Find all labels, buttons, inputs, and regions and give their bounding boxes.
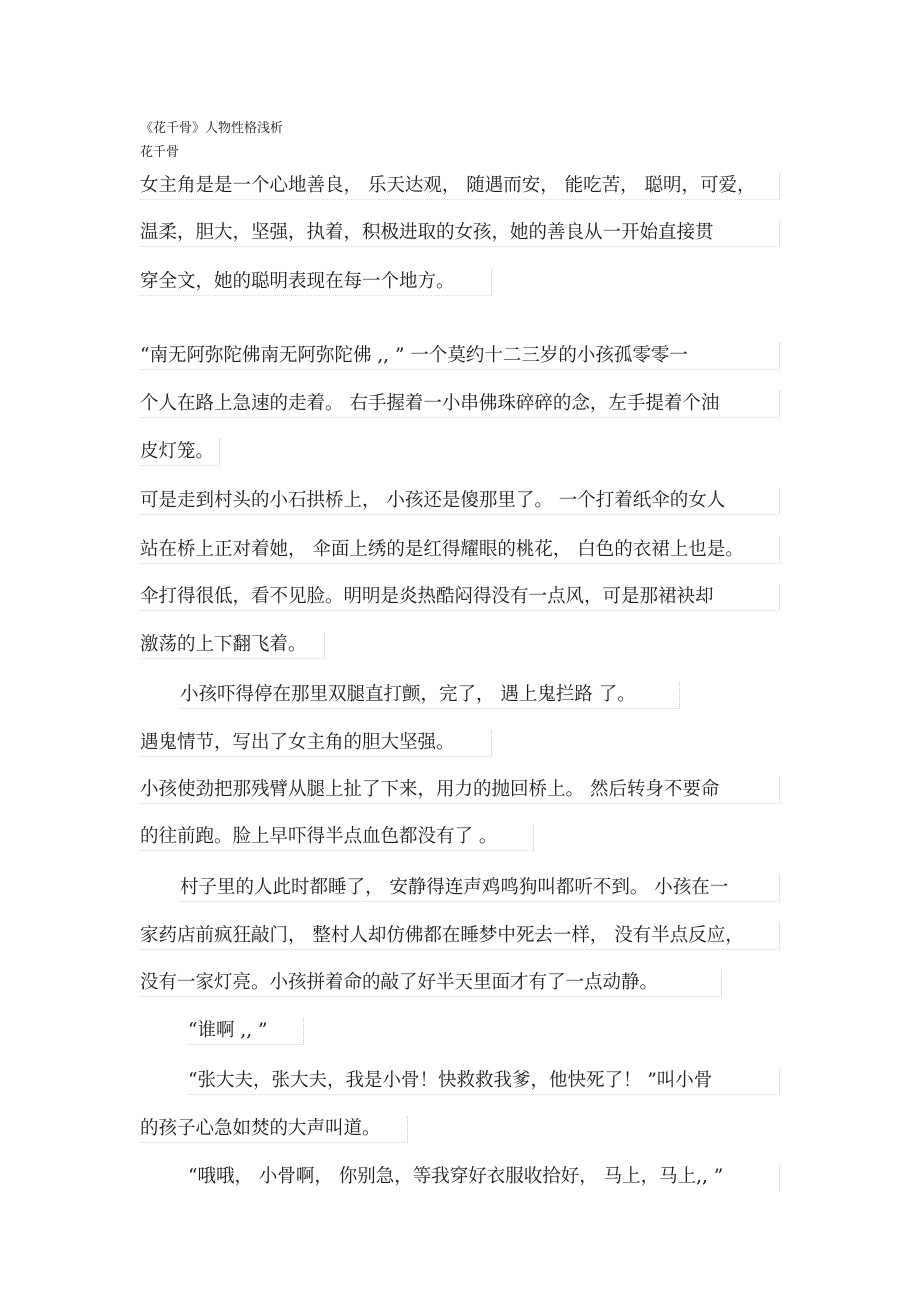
text-line: “南无阿弥陀佛南无阿弥陀佛 ,, ” 一个莫约十二三岁的小孩孤零零一: [140, 343, 780, 370]
text-line: “张大夫，张大夫，我是小骨！快救救我爹，他快死了！ ”叫小骨: [188, 1068, 780, 1095]
text-line: 站在桥上正对着她， 伞面上绣的是红得耀眼的桃花， 白色的衣裙上也是。: [140, 537, 780, 564]
text-line: 皮灯笼。: [140, 439, 220, 466]
text-line: 可是走到村头的小石拱桥上， 小孩还是傻那里了。 一个打着纸伞的女人: [140, 488, 780, 515]
text-line: 的孩子心急如焚的大声叫道。: [140, 1116, 408, 1143]
text-line: 小孩吓得停在那里双腿直打颤，完了， 遇上鬼拦路 了。: [180, 682, 680, 709]
text-line: 遇鬼情节，写出了女主角的胆大坚强。: [140, 730, 492, 757]
text-line: 的往前跑。脸上早吓得半点血色都没有了 。: [140, 824, 534, 851]
text-line: 温柔，胆大，坚强，执着，积极进取的女孩，她的善良从一开始直接贯: [140, 220, 780, 247]
text-line: “哦哦， 小骨啊， 你别急，等我穿好衣服收拾好， 马上，马上,, ”: [188, 1164, 780, 1191]
text-line: 个人在路上急速的走着。 右手握着一小串佛珠碎碎的念，左手提着个油: [140, 391, 780, 418]
text-line: 激荡的上下翻飞着。: [140, 632, 325, 659]
text-line: 小孩使劲把那残臂从腿上扯了下来，用力的抛回桥上。 然后转身不要命: [140, 777, 780, 804]
text-line: 没有一家灯亮。小孩拼着命的敲了好半天里面才有了一点动静。: [140, 970, 722, 997]
text-line: 村子里的人此时都睡了， 安静得连声鸡鸣狗叫都听不到。 小孩在一: [180, 875, 780, 902]
text-line: 女主角是是一个心地善良， 乐天达观， 随遇而安， 能吃苦， 聪明，可爱，: [140, 173, 780, 200]
text-line: 家药店前疯狂敲门， 整村人却仿佛都在睡梦中死去一样， 没有半点反应，: [140, 923, 780, 950]
text-line: 伞打得很低，看不见脸。明明是炎热酷闷得没有一点风，可是那裙袂却: [140, 584, 780, 611]
document-subtitle: 花千骨: [140, 145, 180, 160]
document-title: 《花千骨》人物性格浅析: [140, 121, 284, 136]
text-line: 穿全文，她的聪明表现在每一个地方。: [140, 269, 492, 296]
text-line: “谁啊 ,, ”: [188, 1018, 304, 1045]
